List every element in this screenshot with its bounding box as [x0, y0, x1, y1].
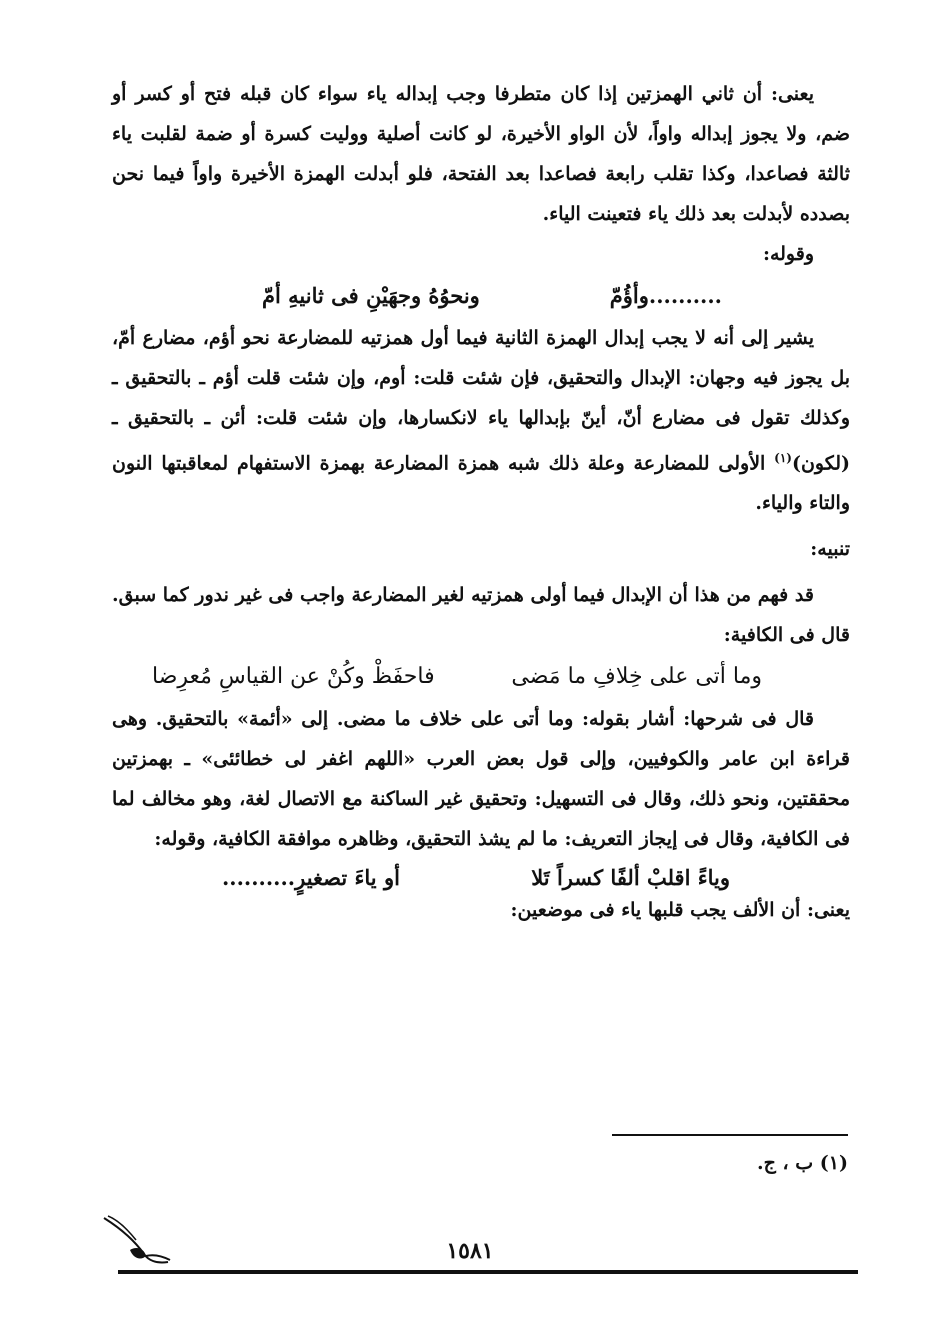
footnote: (١) ب ، ج.: [757, 1152, 848, 1174]
verse-2-right-hemistich: وما أتى على خِلافِ ما مَضى: [511, 664, 762, 690]
verse-1: [112, 274, 850, 318]
paragraph-5: قد فهم من هذا أن الإبدال فيما أولى همزتيه لغير المضارعة واجب فى غير ندور كما سبق. قال فى الكافية:: [112, 584, 850, 647]
verse-3-right-hemistich: وياءً اقلبْ ألفًا كسراً تَلا: [531, 865, 730, 891]
verse-3: [112, 861, 850, 895]
verse-2: [112, 655, 850, 699]
paragraph-7: يعنى: أن الألف يجب قلبها ياء فى موضعين:: [510, 899, 850, 922]
paragraph-1: يعنى: أن ثاني الهمزتين إذا كان متطرفا وجب إبداله ياء سواء كان قبله فتح أو كسر أو ضم، ولا يجوز إبداله واواً، لأن الواو الأخيرة، لو كانت أصلية ووليت كسرة أو ضمة لقلبت ياء ثالثة فصاعدا، وكذا تقلب رابعة فصاعدا بعد الفتحة، فلو أبدلت الهمزة الأخيرة واواً فيما نحن بصدده لأبدلت بعد ذلك ياء فتعينت الياء.: [112, 83, 850, 225]
verse-3-left-hemistich: أو ياءَ تصغيرٍ..........: [222, 865, 400, 891]
paragraph-3-continuation: الأولى للمضارعة وعلة ذلك شبه همزة المضارعة بهمزة الاستفهام لمعاقبتها النون والتاء والياء.: [112, 452, 850, 515]
main-text: [112, 74, 850, 925]
paragraph-3-text: يشير إلى أنه لا يجب إبدال الهمزة الثانية فيما أول همزتيه للمضارعة نحو أؤم، مضارع أمّ، بل يجوز فيه وجهان: الإبدال والتحقيق، فإن شئت قلت: أوم، وإن شئت قلت أؤم ـ بالتحقيق ـ وكذلك تقول فى مضارع أنّ، أينّ بإبدالها ياء لانكسارها، وإن شئت قلت: أئن ـ بالتحقيق ـ (لكون): [112, 327, 850, 475]
page-number: ١٥٨١: [446, 1238, 494, 1264]
paragraph-2: وقوله:: [762, 243, 814, 265]
paragraph-4-heading: تنبيه:: [810, 538, 850, 561]
verse-1-right-hemistich: ..........وأؤُمّ: [609, 283, 722, 308]
verse-1-left-hemistich: ونحوُهُ وجهَيْنِ فى ثانيهِ أمّ: [262, 283, 480, 308]
footnote-divider: [612, 1134, 848, 1136]
paragraph-3: [112, 318, 850, 523]
bottom-divider: [118, 1270, 858, 1274]
paragraph-6: قال فى شرحها: أشار بقوله: وما أتى على خلاف ما مضى. إلى «أئمة» بالتحقيق. وهى قراءة ابن عامر والكوفيين، وإلى قول بعض العرب «اللهم اغفر لى خطائئى» ـ بهمزتين محققتين، ونحو ذلك، وقال فى التسهيل: وتحقيق غير الساكنة مع الاتصال لغة، وهو مخالف لما فى الكافية، وقال فى إيجاز التعريف: ما لم يشذ التحقيق، وظاهره موافقة الكافية، وقوله:: [112, 708, 850, 851]
verse-2-left-hemistich: فاحفَظْ وكُنْ عن القياسِ مُعرِضا: [152, 664, 435, 690]
footnote-reference: (١): [774, 451, 792, 465]
